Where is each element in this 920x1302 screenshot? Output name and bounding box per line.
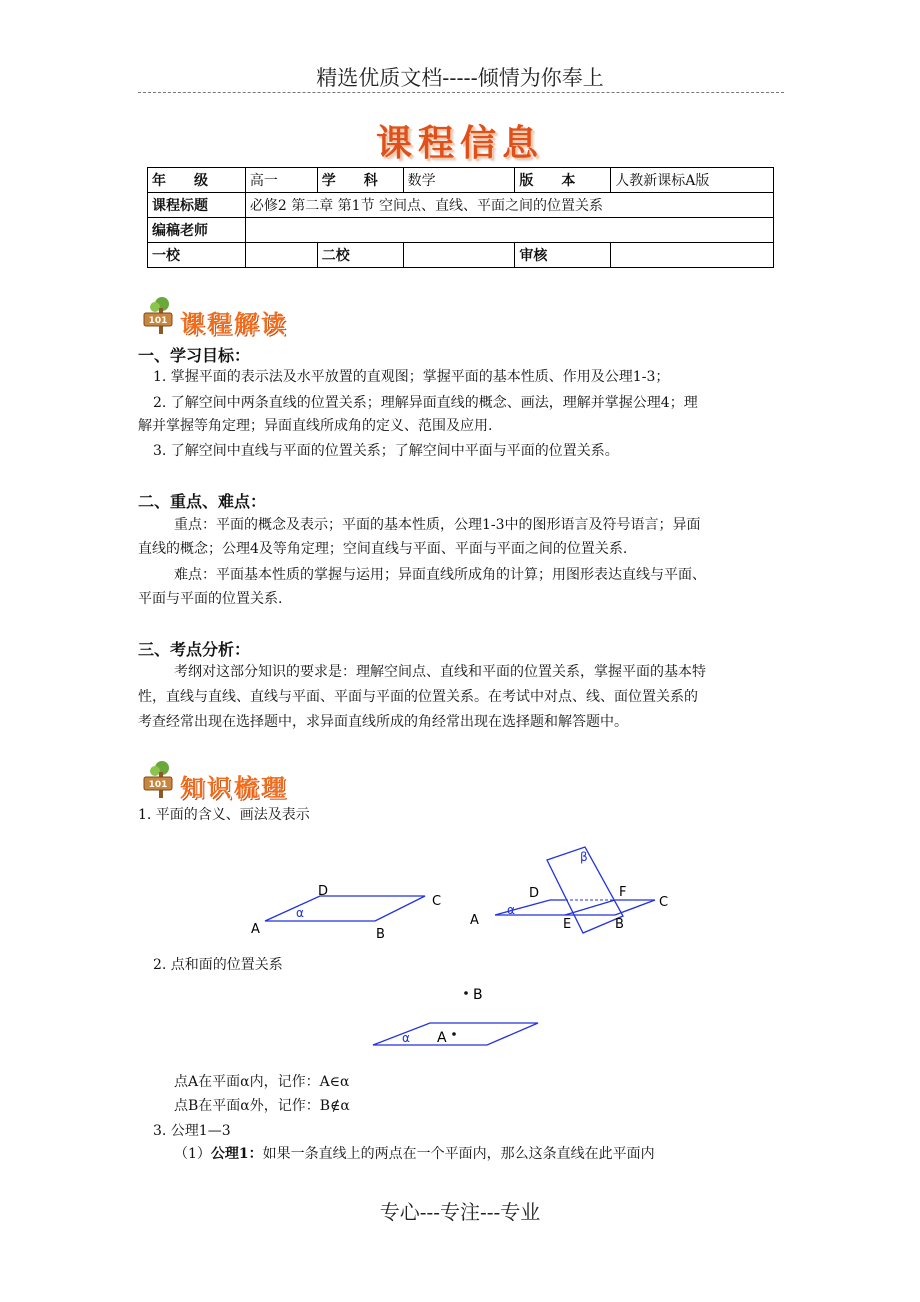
- label-b: B: [376, 927, 385, 942]
- label-d: D: [529, 886, 540, 901]
- header-divider: [138, 92, 784, 93]
- exam-analysis-line: 性，直线与直线、直线与平面、平面与平面的位置关系。在考试中对点、线、面位置关系的: [138, 689, 698, 705]
- objective-item-2-cont: 解并掌握等角定理；异面直线所成角的定义、范围及应用.: [138, 418, 493, 434]
- label-c: C: [432, 894, 442, 909]
- label-a: A: [470, 913, 479, 928]
- exam-analysis-line: 考查经常出现在选择题中，求异面直线所成的角经常出现在选择题和解答题中。: [138, 714, 628, 730]
- label-e: E: [563, 917, 572, 932]
- subject-label: 学 科: [317, 168, 403, 193]
- key-points-line: 重点：平面的概念及表示；平面的基本性质，公理1-3中的图形语言及符号语言；异面: [174, 517, 701, 533]
- course-title-label: 课程标题: [148, 193, 246, 218]
- signpost-icon: [138, 296, 180, 336]
- plane-alpha-outline: [265, 896, 425, 921]
- editor-label: 编稿老师: [148, 218, 246, 243]
- knowledge-item-3: 3. 公理1—3: [153, 1123, 231, 1139]
- table-row: [148, 218, 774, 243]
- axiom-1-label: 公理1：: [210, 1146, 263, 1162]
- key-points-line: 直线的概念；公理4及等角定理；空间直线与平面、平面与平面之间的位置关系.: [138, 541, 628, 557]
- label-a: A: [437, 1030, 447, 1046]
- key-points-heading: 二、重点、难点：: [138, 492, 267, 511]
- label-f: F: [619, 885, 627, 900]
- intersection-line-ef: [565, 900, 615, 915]
- grade-value: 高一: [245, 168, 317, 193]
- badge-number: 101: [148, 780, 168, 790]
- objectives-heading: 一、学习目标：: [138, 346, 251, 365]
- table-row: [148, 243, 774, 268]
- exam-analysis-line: 考纲对这部分知识的要求是：理解空间点、直线和平面的位置关系，掌握平面的基本特: [174, 664, 706, 680]
- proof2-label: 二校: [317, 243, 403, 268]
- label-alpha: α: [507, 903, 515, 917]
- page-footer: 专心---专注---专业: [379, 1200, 541, 1224]
- point-b: [464, 991, 468, 995]
- proof2-value: [403, 243, 515, 268]
- axiom-1-prefix: （1）: [174, 1146, 211, 1162]
- label-alpha: α: [296, 906, 304, 920]
- label-a: A: [251, 922, 260, 937]
- label-alpha: α: [402, 1031, 410, 1045]
- section-banner-course-reading: [138, 296, 318, 340]
- proof1-value: [245, 243, 317, 268]
- review-label: 审核: [515, 243, 611, 268]
- proof1-label: 一校: [148, 243, 246, 268]
- page-header: 精选优质文档-----倾情为你奉上: [316, 66, 604, 90]
- objective-item-1: 1. 掌握平面的表示法及水平放置的直观图；掌握平面的基本性质、作用及公理1-3；: [153, 369, 670, 385]
- banner-label: 课程解读: [180, 310, 288, 338]
- label-c: C: [659, 895, 669, 910]
- section-banner-knowledge: [138, 760, 318, 804]
- editor-value: [245, 218, 773, 243]
- edition-label: 版 本: [515, 168, 611, 193]
- banner-label: 知识梳理: [180, 774, 288, 802]
- point-plane-figure: [365, 980, 545, 1050]
- label-b: B: [615, 917, 624, 932]
- grade-label: 年 级: [148, 168, 246, 193]
- exam-analysis-heading: 三、考点分析：: [138, 640, 251, 659]
- key-points-line: 平面与平面的位置关系.: [138, 591, 283, 607]
- label-d: D: [318, 884, 329, 899]
- course-title-value: 必修2 第二章 第1节 空间点、直线、平面之间的位置关系: [245, 193, 773, 218]
- badge-number: 101: [148, 316, 168, 326]
- label-b: B: [473, 987, 483, 1003]
- objective-item-2: 2. 了解空间中两条直线的位置关系；理解异面直线的概念、画法，理解并掌握公理4；理: [153, 395, 698, 411]
- plane-alpha-left-edge: [495, 900, 550, 915]
- point-a: [452, 1032, 456, 1036]
- signpost-icon: [138, 760, 180, 800]
- point-b-statement: 点B在平面α外，记作：B∉α: [174, 1098, 350, 1114]
- knowledge-item-1: 1. 平面的含义、画法及表示: [138, 807, 310, 823]
- key-points-line: 难点：平面基本性质的掌握与运用；异面直线所成角的计算；用图形表达直线与平面、: [174, 567, 706, 583]
- label-beta: β: [580, 850, 588, 864]
- point-a-statement: 点A在平面α内，记作：A∈α: [174, 1074, 350, 1090]
- knowledge-item-2: 2. 点和面的位置关系: [153, 957, 283, 973]
- course-info-title: 课程信息: [375, 123, 544, 164]
- plane-alpha-figure: [240, 876, 450, 946]
- table-row: [148, 193, 774, 218]
- subject-value: 数学: [403, 168, 515, 193]
- objective-item-3: 3. 了解空间中直线与平面的位置关系；了解空间中平面与平面的位置关系。: [153, 443, 619, 459]
- axiom-1-text: 如果一条直线上的两点在一个平面内，那么这条直线在此平面内: [262, 1146, 655, 1162]
- edition-value: 人教新课标A版: [611, 168, 774, 193]
- table-row: [148, 168, 774, 193]
- axiom-1: [174, 1142, 655, 1166]
- course-info-table: [147, 167, 774, 268]
- review-value: [611, 243, 774, 268]
- intersecting-planes-figure: [465, 840, 680, 940]
